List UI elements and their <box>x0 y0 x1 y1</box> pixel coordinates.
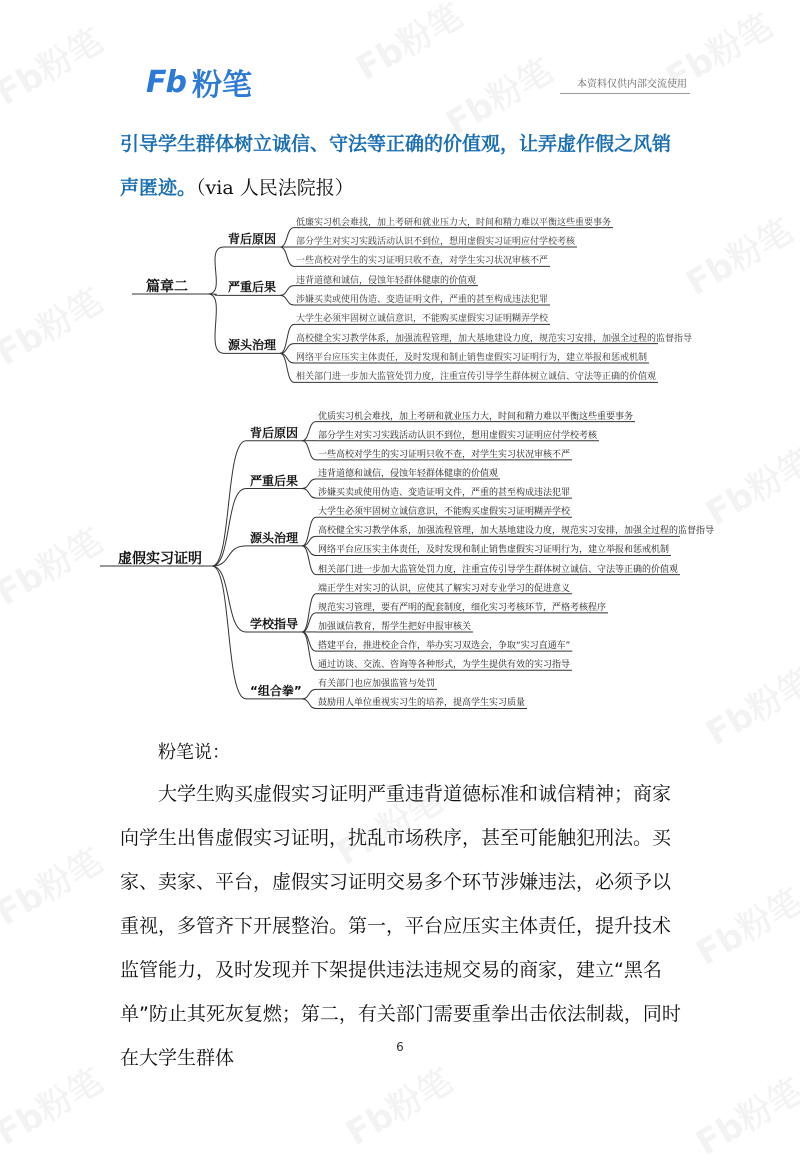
mindmap-leaf: 违背道德和诚信，侵蚀年轻群体健康的价值观 <box>318 468 499 479</box>
watermark <box>675 204 800 304</box>
mindmap-leaf: 部分学生对实习实践活动认识不到位，想用虚假实习证明应付学校考核 <box>318 430 598 441</box>
mindmap-leaf: 端正学生对实习的认识，应使其了解实习对专业学习的促进意义 <box>318 583 571 594</box>
branch-connector <box>208 247 224 294</box>
watermark <box>0 1054 110 1154</box>
mindmap-leaf: 涉嫌买卖或使用伪造、变造证明文件，严重的甚至构成违法犯罪 <box>318 488 571 499</box>
mindmap-leaf: 加强诚信教育，帮学生把好申报审核关 <box>318 621 472 632</box>
mindmap-leaf: 一些高校对学生的实习证明只收不查，对学生实习状况审核不严 <box>318 449 571 460</box>
mindmap-chapter-two <box>118 212 693 388</box>
mindmap-leaf: 涉嫌买卖或使用伪造、变造证明文件，严重的甚至构成违法犯罪 <box>296 295 549 305</box>
mindmap-branch: 源头治理 <box>250 530 299 545</box>
mindmap-leaf: 违背道德和诚信，侵蚀年轻群体健康的价值观 <box>296 275 477 286</box>
leaf-connector <box>302 489 316 499</box>
watermark <box>695 654 800 754</box>
leaf-connector <box>280 228 294 247</box>
branch-connector <box>212 566 246 699</box>
brand-logo <box>146 62 252 102</box>
mindmap-leaf: 相关部门进一步加大监管处罚力度，注重宣传引导学生群体树立诚信、守法等正确的价值观 <box>318 564 679 575</box>
mindmap-root: 篇章二 <box>146 279 188 295</box>
watermark <box>685 1064 800 1164</box>
body-paragraph: 大学生购买虚假实习证明严重违背道德标准和诚信精神；商家向学生出售虚假实习证明，扰乱市场秩序，甚至可能触犯刑法。买家、卖家、平台，虚假实习证明交易多个环节涉嫌违法，必须予以重视，多管齐下开展整治。第一，平台应压实主体责任，提升技术监管能力，及时发现并下架提供违法违规交易的商家，建立“黑名单”防止其死灰复燃；第二，有关部门需要重拳出击依法制裁，同时在大学生群体 <box>120 783 681 1069</box>
leaf-connector <box>302 441 316 460</box>
section-title: 粉笔说： <box>158 742 230 763</box>
mindmap-branch: 背后原因 <box>250 425 299 440</box>
leaf-connector <box>280 247 294 266</box>
header-divider <box>560 93 690 94</box>
leaf-connector <box>302 479 316 489</box>
watermark <box>0 14 110 114</box>
leaf-connector <box>302 689 316 699</box>
mindmap-leaf: 优质实习机会难找，加上考研和就业压力大，时间和精力难以平衡这些重要事务 <box>318 411 634 422</box>
mindmap-leaf: 高校健全实习教学体系，加强流程管理，加大基地建设力度，规范实习安排，加强全过程的监督指导 <box>296 333 693 344</box>
branch-connector <box>208 294 224 353</box>
mindmap-leaf: 通过访谈、交流、咨询等各种形式，为学生提供有效的实习指导 <box>318 660 571 671</box>
watermark <box>685 874 800 974</box>
intro-highlight: 引导学生群体树立诚信、守法等正确的价值观，让弄虚作假之风销声匿迹。 <box>120 133 672 199</box>
mindmap-leaf: 部分学生对实习实践活动认识不到位，想用虚假实习证明应付学校考核 <box>296 237 576 247</box>
mindmap-leaf: 网络平台应压实主体责任，及时发现和制止销售虚假实习证明行为，建立举报和惩戒机制 <box>296 353 648 363</box>
branch-connector <box>212 441 246 566</box>
watermark <box>0 514 110 614</box>
mindmap-branch: 严重后果 <box>228 280 277 295</box>
logo-mark: Fb <box>146 64 186 100</box>
watermark <box>345 0 470 90</box>
page-number: 6 <box>396 1040 404 1054</box>
mindmap-root: 虚假实习证明 <box>118 551 202 567</box>
leaf-connector <box>280 295 294 305</box>
watermark <box>0 834 110 934</box>
mindmap-branch: 源头治理 <box>228 338 277 353</box>
mindmap-fake-internship <box>100 406 715 714</box>
mindmap-leaf: 规范实习管理，要有严明的配套制度，细化实习考核环节，严格考核程序 <box>318 602 607 613</box>
mindmap-leaf: 网络平台应压实主体责任，及时发现和制止销售虚假实习证明行为，建立举报和惩戒机制 <box>318 545 670 556</box>
mindmap-leaf: 相关部门进一步加大监管处罚力度，注重宣传引导学生群体树立诚信、守法等正确的价值观 <box>296 372 657 383</box>
mindmap-branch: 严重后果 <box>250 473 299 488</box>
mindmap-leaf: 大学生必须牢固树立诚信意识，不能购买虚假实习证明糊弄学校 <box>296 314 549 325</box>
mindmap-leaf: 大学生必须牢固树立诚信意识，不能购买虚假实习证明糊弄学校 <box>318 507 571 518</box>
watermark <box>0 274 110 374</box>
mindmap-leaf: 鼓励用人单位重视实习生的培养，提高学生实习质量 <box>318 698 526 709</box>
branch-connector <box>212 566 246 632</box>
mindmap-branch: 学校指导 <box>250 616 299 631</box>
mindmap-leaf: 高校健全实习教学体系，加强流程管理，加大基地建设力度，规范实习安排，加强全过程的监督指导 <box>318 526 715 537</box>
intro-source: （via 人民法院报） <box>196 177 354 199</box>
watermark <box>695 434 800 534</box>
mindmap-leaf: 搭建平台，推进校企合作，举办实习双选会，争取“实习直通车” <box>318 641 571 652</box>
header-tagline: 本资料仅供内部交流使用 <box>577 79 687 90</box>
mindmap-branch: “组合拳” <box>250 683 302 698</box>
mindmap-leaf: 有关部门也应加强监管与处罚 <box>318 679 436 690</box>
leaf-connector <box>280 286 294 296</box>
mindmap-leaf: 低廉实习机会难找，加上考研和就业压力大，时间和精力难以平衡这些重要事务 <box>296 217 612 228</box>
mindmap-branch: 背后原因 <box>228 232 277 246</box>
mindmap-leaf: 一些高校对学生的实习证明只收不查，对学生实习状况审核不严 <box>296 256 549 267</box>
leaf-connector <box>302 422 316 441</box>
logo-text: 粉笔 <box>191 68 252 103</box>
leaf-connector <box>302 699 316 709</box>
intro-paragraph <box>120 122 680 210</box>
